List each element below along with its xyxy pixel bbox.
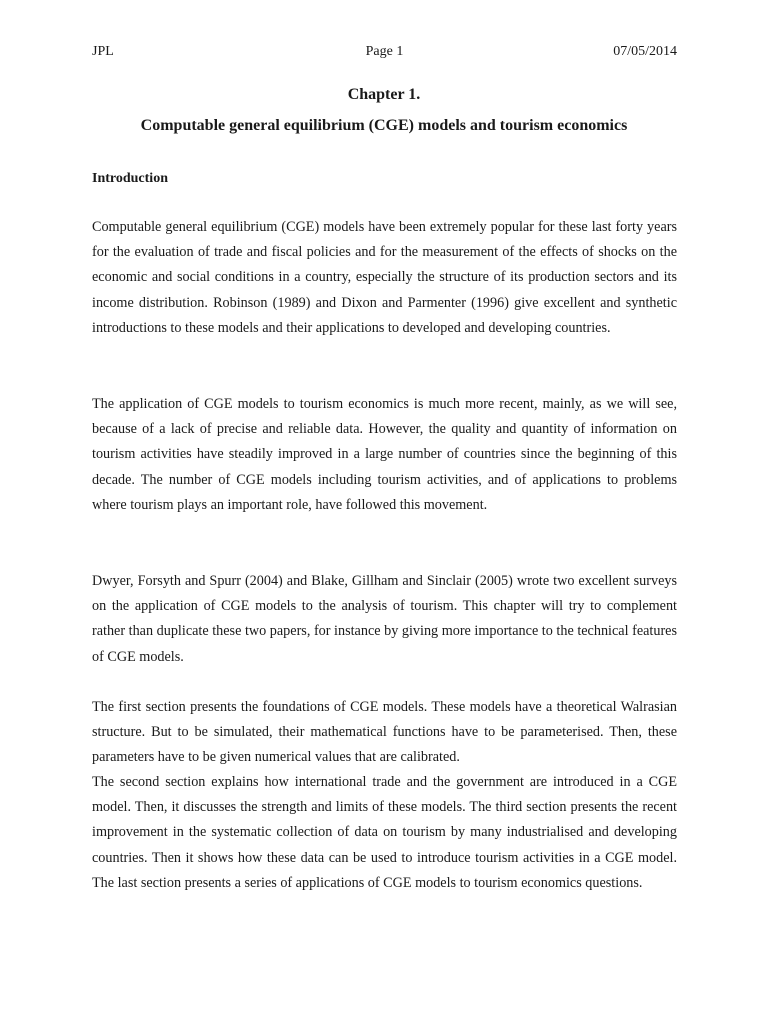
paragraph: Dwyer, Forsyth and Spurr (2004) and Blake, Gillham and Sinclair (2005) wrote two excellent surveys on the application of CGE models to the analysis of tourism. This chapter will try to complement rather than duplicate these two papers, for instance by giving more importance to the technical features of CGE models. [92,573,677,665]
section-heading: Introduction [92,171,168,186]
chapter-title: Chapter 1. [347,86,421,103]
paragraph: The application of CGE models to tourism economics is much more recent, mainly, as we will see, because of a lack of precise and reliable data. However, the quality and quantity of information on tourism activities have steadily improved in a large number of countries since the beginning of this decade. The number of CGE models including tourism activities, and of applications to problems where tourism plays an important role, have followed this movement. [92,396,677,513]
paragraph: Computable general equilibrium (CGE) models have been extremely popular for these last forty years for the evaluation of trade and fiscal policies and for the measurement of the effects of shocks on the economic and social conditions in a country, especially the structure of its production sectors and its income distribution. Robinson (1989) and Dixon and Parmenter (1996) give excellent and synthetic introductions to these models and their applications to developed and developing countries. [92,219,677,336]
page-header [92,44,677,62]
paragraph: The first section presents the foundations of CGE models. These models have a theoretical Walrasian structure. But to be simulated, their mathematical functions have to be parameterised. Then, these parameters have to be given numerical values that are calibrated. [92,699,677,766]
header-author: JPL [92,44,114,59]
chapter-subtitle: Computable general equilibrium (CGE) models and tourism economics [140,117,628,134]
header-page-number: Page 1 [365,44,404,59]
header-date: 07/05/2014 [613,44,677,59]
paragraph: The second section explains how international trade and the government are introduced in a CGE model. Then, it discusses the strength and limits of these models. The third section presents the recent improvement in the systematic collection of data on tourism by many industrialised and developing countries. Then it shows how these data can be used to introduce tourism activities in a CGE model. The last section presents a series of applications of CGE models to tourism economics questions. [92,774,677,891]
